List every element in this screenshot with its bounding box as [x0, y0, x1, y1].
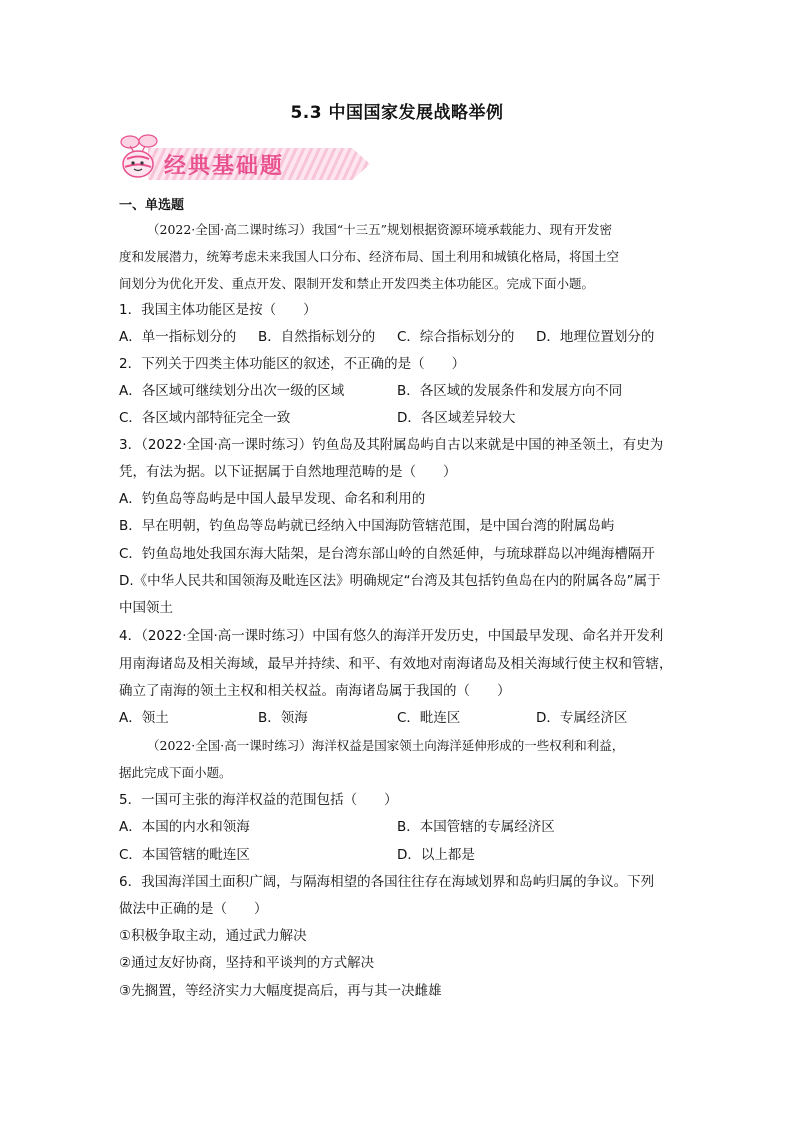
page-title: 5.3 中国国家发展战略举例 [290, 103, 504, 123]
question-2: 2．下列关于四类主体功能区的叙述，不正确的是（ ） [119, 356, 466, 372]
option: C．毗连区 [397, 710, 461, 726]
option: A．钓鱼岛等岛屿是中国人最早发现、命名和利用的 [119, 491, 426, 507]
question-6: 6．我国海洋国土面积广阔，与隔海相望的各国往往存在海域划界和岛屿归属的争议。下列 [119, 874, 655, 890]
option: A．领土 [119, 710, 169, 726]
statement: ①积极争取主动，通过武力解决 [119, 928, 307, 944]
option: B．本国管辖的专属经济区 [397, 819, 555, 835]
option: C．综合指标划分的 [397, 329, 515, 345]
question-4-cont: 确立了南海的领土主权和相关权益。南海诸岛属于我国的（ ） [119, 683, 511, 699]
question-4-cont: 用南海诸岛及相关海域，最早并持续、和平、有效地对南海诸岛及相关海域行使主权和管辖， [119, 656, 673, 672]
option: B．早在明朝，钓鱼岛等岛屿就已经纳入中国海防管辖范围，是中国台湾的附属岛屿 [119, 518, 615, 534]
option: A．本国的内水和领海 [119, 819, 250, 835]
question-5: 5．一国可主张的海洋权益的范围包括（ ） [119, 792, 398, 808]
option: B．各区域的发展条件和发展方向不同 [397, 383, 623, 399]
option: D．各区域差异较大 [397, 410, 516, 426]
bee-icon [118, 132, 166, 186]
option: C．本国管辖的毗连区 [119, 847, 250, 863]
option-cont: 中国领土 [119, 600, 173, 616]
option: A．各区域可继续划分出次一级的区域 [119, 383, 345, 399]
statement: ②通过友好协商，坚持和平谈判的方式解决 [119, 955, 375, 971]
paragraph-line: （2022·全国·高一课时练习）海洋权益是国家领土向海洋延伸形成的一些权利和利益， [147, 738, 625, 753]
statement: ③先搁置，等经济实力大幅度提高后，再与其一决雌雄 [119, 983, 442, 999]
paragraph-line: 间划分为优化开发、重点开发、限制开发和禁止开发四类主体功能区。完成下面小题。 [119, 276, 595, 291]
question-3: 3．（2022·全国·高一课时练习）钓鱼岛及其附属岛屿自古以来就是中国的神圣领土，有史为 [119, 437, 664, 453]
paragraph-line: （2022·全国·高二课时练习）我国“十三五”规划根据资源环境承载能力、现有开发密 [147, 222, 613, 237]
option: B．自然指标划分的 [258, 329, 376, 345]
option: D.《中华人民共和国领海及毗连区法》明确规定“台湾及其包括钓鱼岛在内的附属各岛”属于 [119, 573, 661, 589]
option: C．钓鱼岛地处我国东海大陆架，是台湾东部山岭的自然延伸，与琉球群岛以冲绳海槽隔开 [119, 546, 655, 562]
option: B．领海 [258, 710, 308, 726]
paragraph-line: 据此完成下面小题。 [119, 765, 232, 780]
option: C．各区域内部特征完全一致 [119, 410, 291, 426]
question-4: 4．（2022·全国·高一课时练习）中国有悠久的海洋开发历史，中国最早发现、命名并开发利 [119, 628, 664, 644]
question-3-cont: 凭，有法为据。以下证据属于自然地理范畴的是（ ） [119, 464, 457, 480]
paragraph-line: 度和发展潜力，统筹考虑未来我国人口分布、经济布局、国土利用和城镇化格局，将国土空 [119, 249, 620, 264]
option: D．以上都是 [397, 847, 475, 863]
section-banner [118, 132, 370, 186]
section-heading: 一、单选题 [119, 198, 185, 213]
option: D．专属经济区 [536, 710, 628, 726]
question-6-cont: 做法中正确的是（ ） [119, 901, 268, 917]
banner-text: 经典基础题 [164, 154, 285, 179]
option: A．单一指标划分的 [119, 329, 237, 345]
question-1: 1．我国主体功能区是按（ ） [119, 302, 317, 318]
option: D．地理位置划分的 [536, 329, 655, 345]
